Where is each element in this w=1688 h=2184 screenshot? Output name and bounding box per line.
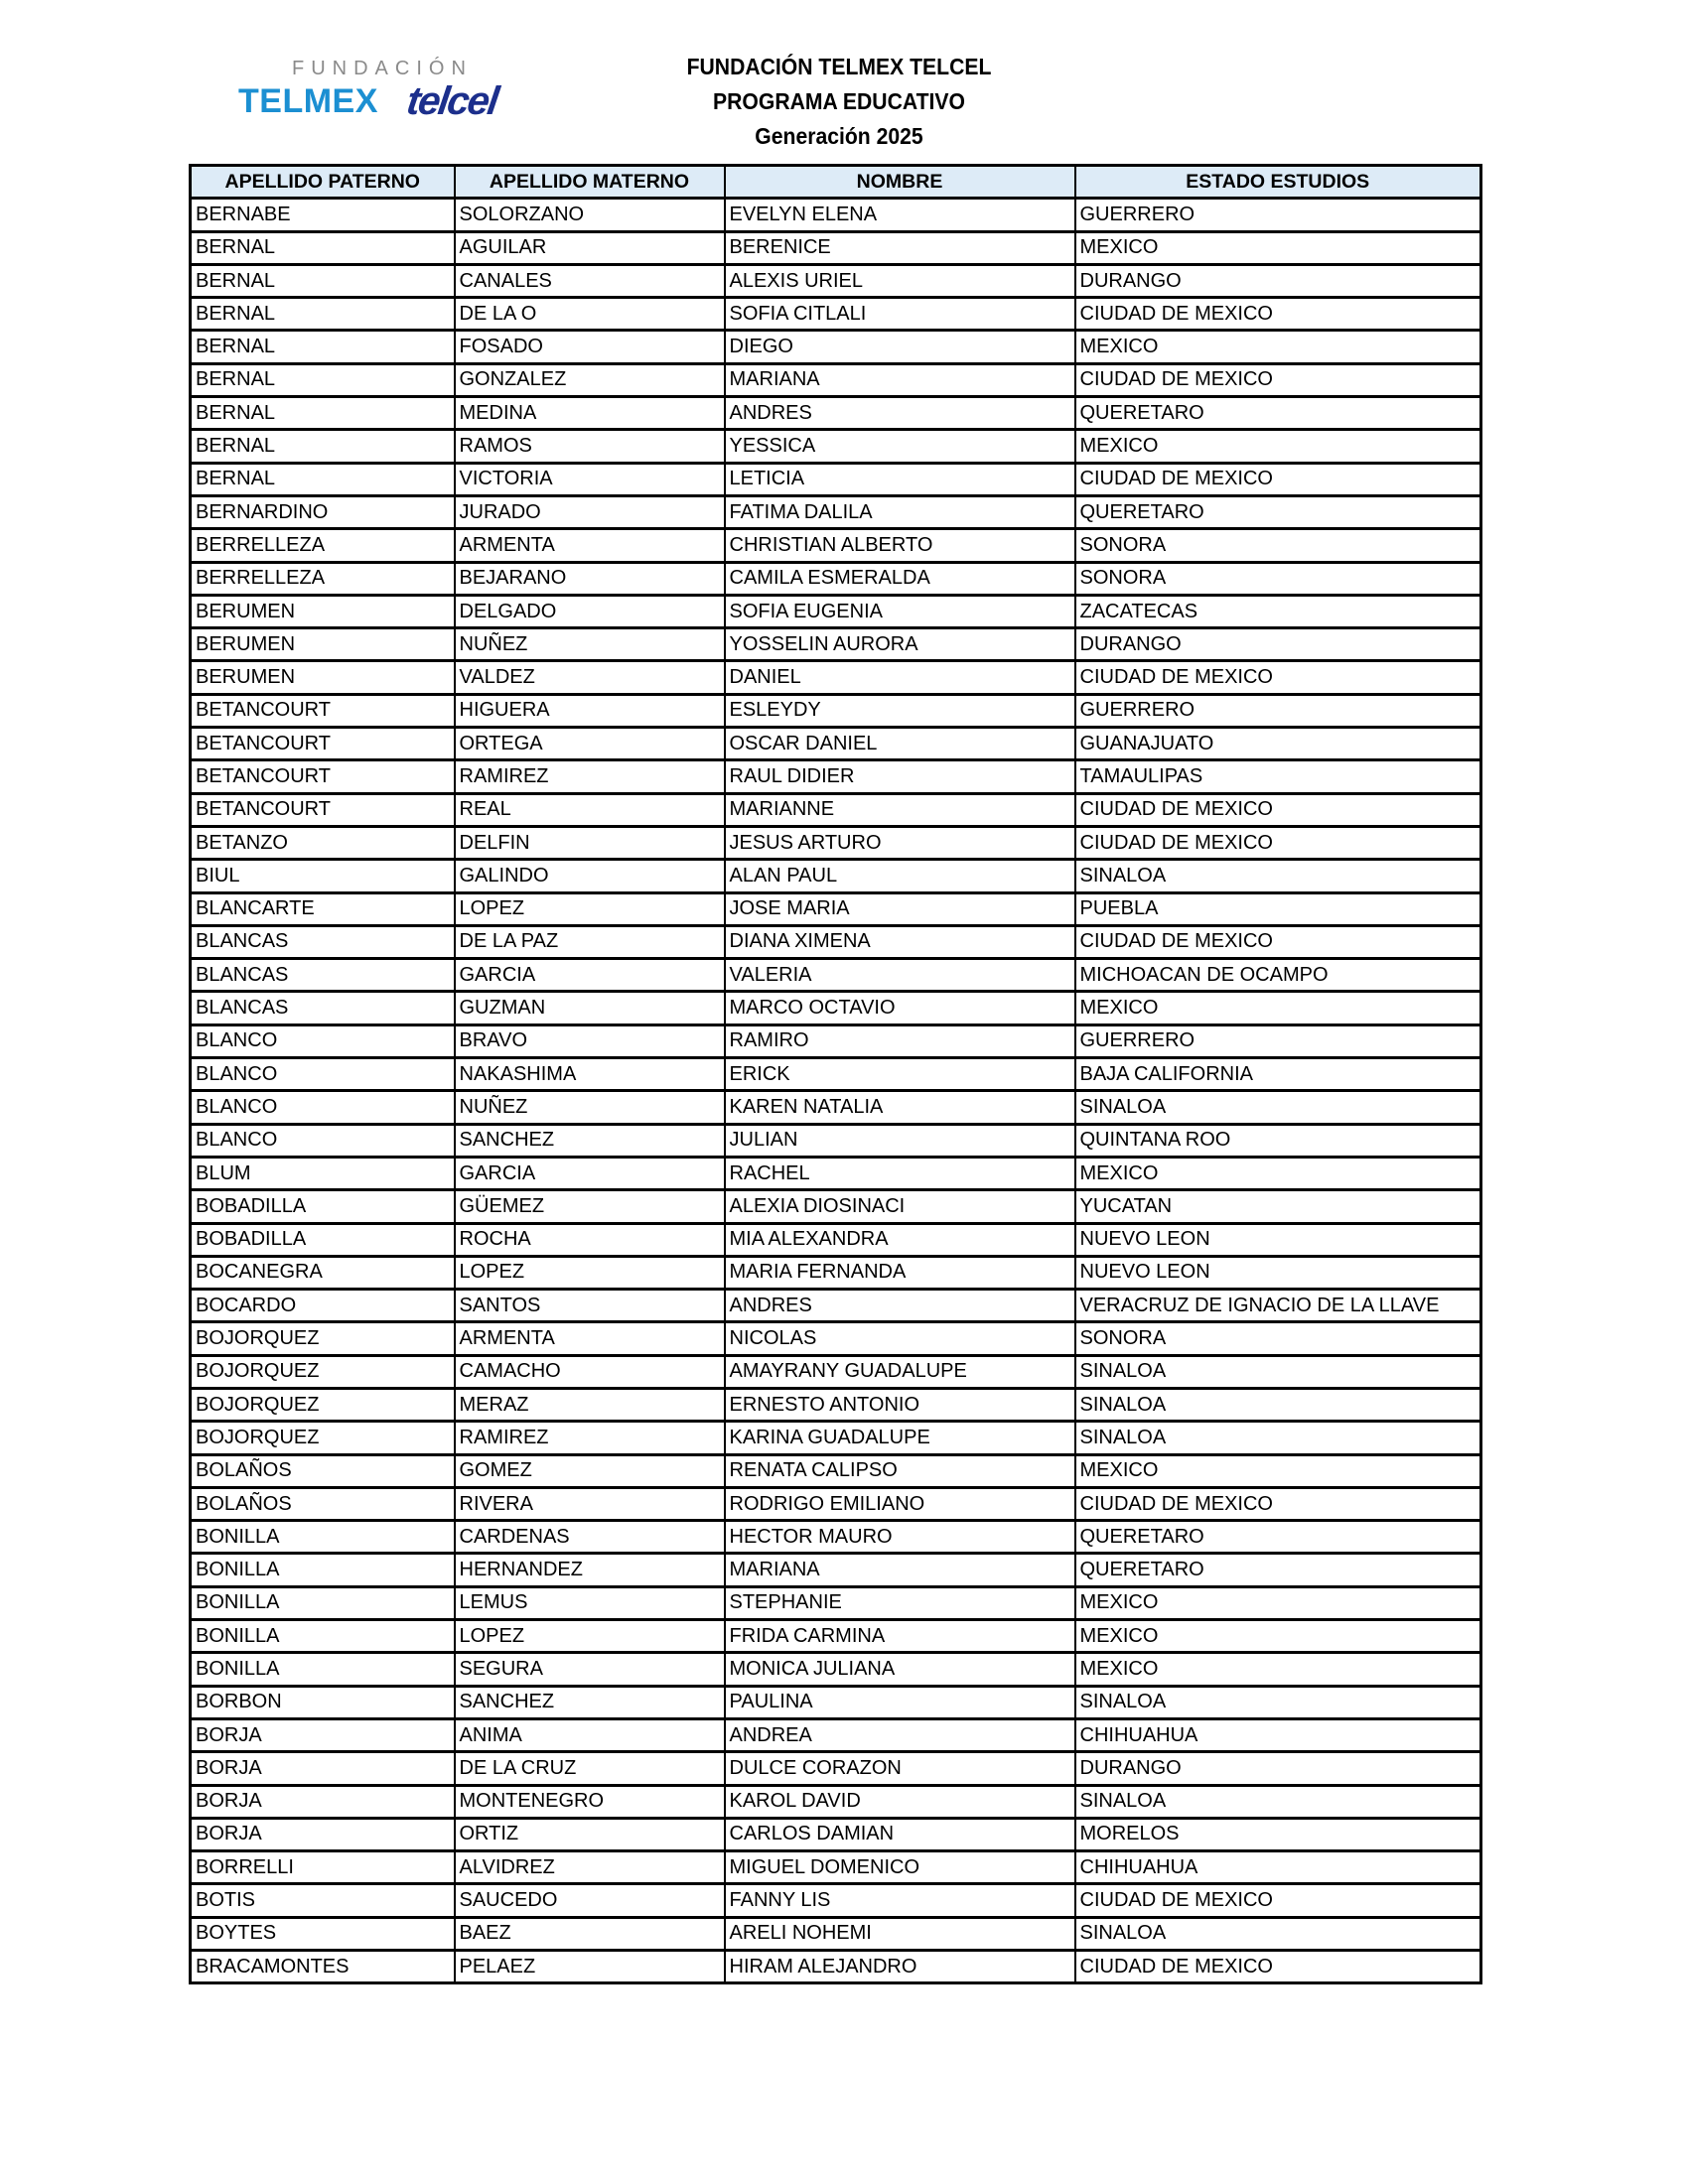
- cell-nombre: MIGUEL DOMENICO: [725, 1851, 1075, 1884]
- cell-apellido-paterno: BERUMEN: [191, 595, 455, 627]
- cell-apellido-materno: DELFIN: [455, 826, 725, 859]
- cell-apellido-paterno: BOJORQUEZ: [191, 1322, 455, 1355]
- students-table: [189, 164, 1482, 1984]
- cell-nombre: DIANA XIMENA: [725, 925, 1075, 958]
- document-generation: Generación 2025: [755, 123, 923, 149]
- cell-apellido-materno: ROCHA: [455, 1223, 725, 1256]
- cell-nombre: FRIDA CARMINA: [725, 1620, 1075, 1653]
- cell-apellido-materno: SAUCEDO: [455, 1884, 725, 1917]
- cell-apellido-paterno: BERRELLEZA: [191, 529, 455, 562]
- cell-estado-estudios: GUANAJUATO: [1075, 728, 1481, 760]
- cell-estado-estudios: QUINTANA ROO: [1075, 1124, 1481, 1157]
- cell-nombre: RENATA CALIPSO: [725, 1454, 1075, 1487]
- cell-nombre: JESUS ARTURO: [725, 826, 1075, 859]
- table-row: [191, 1851, 1481, 1884]
- cell-estado-estudios: DURANGO: [1075, 264, 1481, 297]
- cell-apellido-materno: DE LA CRUZ: [455, 1752, 725, 1785]
- cell-estado-estudios: SINALOA: [1075, 1091, 1481, 1124]
- cell-estado-estudios: NUEVO LEON: [1075, 1256, 1481, 1289]
- cell-estado-estudios: QUERETARO: [1075, 397, 1481, 430]
- cell-apellido-paterno: BONILLA: [191, 1554, 455, 1586]
- cell-apellido-paterno: BERNAL: [191, 463, 455, 495]
- cell-apellido-materno: VICTORIA: [455, 463, 725, 495]
- cell-nombre: MARCO OCTAVIO: [725, 992, 1075, 1024]
- cell-apellido-materno: GONZALEZ: [455, 363, 725, 396]
- cell-apellido-paterno: BORBON: [191, 1686, 455, 1718]
- table-row: [191, 992, 1481, 1024]
- cell-estado-estudios: MEXICO: [1075, 430, 1481, 463]
- column-header-apellido-materno: APELLIDO MATERNO: [455, 166, 725, 199]
- cell-apellido-paterno: BONILLA: [191, 1586, 455, 1619]
- cell-estado-estudios: DURANGO: [1075, 1752, 1481, 1785]
- table-header-row: [191, 166, 1481, 199]
- cell-estado-estudios: QUERETARO: [1075, 495, 1481, 528]
- logo-fundacion-text: FUNDACIÓN: [292, 58, 473, 79]
- cell-estado-estudios: CIUDAD DE MEXICO: [1075, 463, 1481, 495]
- cell-nombre: KAREN NATALIA: [725, 1091, 1075, 1124]
- cell-apellido-materno: GÜEMEZ: [455, 1190, 725, 1223]
- cell-estado-estudios: MORELOS: [1075, 1818, 1481, 1850]
- cell-apellido-paterno: BORJA: [191, 1718, 455, 1751]
- cell-estado-estudios: SINALOA: [1075, 860, 1481, 892]
- table-row: [191, 1322, 1481, 1355]
- table-row: [191, 1190, 1481, 1223]
- table-row: [191, 925, 1481, 958]
- cell-nombre: ANDREA: [725, 1718, 1075, 1751]
- cell-nombre: ARELI NOHEMI: [725, 1917, 1075, 1950]
- table-row: [191, 694, 1481, 727]
- cell-apellido-paterno: BERNAL: [191, 231, 455, 264]
- cell-apellido-paterno: BORJA: [191, 1818, 455, 1850]
- cell-apellido-materno: MEDINA: [455, 397, 725, 430]
- cell-apellido-paterno: BERNAL: [191, 264, 455, 297]
- cell-nombre: CHRISTIAN ALBERTO: [725, 529, 1075, 562]
- table-row: [191, 1487, 1481, 1520]
- cell-nombre: PAULINA: [725, 1686, 1075, 1718]
- cell-estado-estudios: GUERRERO: [1075, 694, 1481, 727]
- cell-apellido-materno: CANALES: [455, 264, 725, 297]
- cell-estado-estudios: BAJA CALIFORNIA: [1075, 1058, 1481, 1091]
- cell-apellido-paterno: BOLAÑOS: [191, 1487, 455, 1520]
- cell-estado-estudios: CIUDAD DE MEXICO: [1075, 363, 1481, 396]
- cell-nombre: ALEXIS URIEL: [725, 264, 1075, 297]
- cell-apellido-materno: NAKASHIMA: [455, 1058, 725, 1091]
- cell-apellido-paterno: BERUMEN: [191, 628, 455, 661]
- table-row: [191, 495, 1481, 528]
- cell-estado-estudios: SINALOA: [1075, 1785, 1481, 1818]
- table-row: [191, 1521, 1481, 1554]
- cell-apellido-materno: SANCHEZ: [455, 1686, 725, 1718]
- table-row: [191, 562, 1481, 595]
- table-row: [191, 231, 1481, 264]
- cell-estado-estudios: SINALOA: [1075, 1686, 1481, 1718]
- table-row: [191, 1091, 1481, 1124]
- cell-apellido-materno: RIVERA: [455, 1487, 725, 1520]
- cell-apellido-materno: ORTEGA: [455, 728, 725, 760]
- cell-nombre: ANDRES: [725, 1290, 1075, 1322]
- table-row: [191, 397, 1481, 430]
- cell-estado-estudios: CIUDAD DE MEXICO: [1075, 1951, 1481, 1983]
- logo-telcel-text: telcel: [403, 79, 500, 123]
- cell-apellido-materno: HIGUERA: [455, 694, 725, 727]
- cell-estado-estudios: CIUDAD DE MEXICO: [1075, 298, 1481, 331]
- cell-apellido-paterno: BOYTES: [191, 1917, 455, 1950]
- cell-nombre: STEPHANIE: [725, 1586, 1075, 1619]
- cell-estado-estudios: CIUDAD DE MEXICO: [1075, 925, 1481, 958]
- cell-estado-estudios: CIUDAD DE MEXICO: [1075, 661, 1481, 694]
- table-row: [191, 1620, 1481, 1653]
- cell-apellido-materno: DE LA PAZ: [455, 925, 725, 958]
- cell-estado-estudios: MICHOACAN DE OCAMPO: [1075, 959, 1481, 992]
- cell-estado-estudios: MEXICO: [1075, 231, 1481, 264]
- cell-estado-estudios: SINALOA: [1075, 1422, 1481, 1454]
- table-row: [191, 1686, 1481, 1718]
- cell-nombre: ANDRES: [725, 397, 1075, 430]
- cell-apellido-paterno: BLANCO: [191, 1124, 455, 1157]
- cell-nombre: KARINA GUADALUPE: [725, 1422, 1075, 1454]
- cell-apellido-paterno: BETANCOURT: [191, 760, 455, 793]
- cell-apellido-paterno: BLANCAS: [191, 992, 455, 1024]
- cell-apellido-materno: HERNANDEZ: [455, 1554, 725, 1586]
- cell-apellido-materno: JURADO: [455, 495, 725, 528]
- cell-apellido-paterno: BERNAL: [191, 430, 455, 463]
- cell-apellido-paterno: BOCANEGRA: [191, 1256, 455, 1289]
- cell-apellido-paterno: BOLAÑOS: [191, 1454, 455, 1487]
- cell-nombre: JOSE MARIA: [725, 892, 1075, 925]
- cell-apellido-materno: BAEZ: [455, 1917, 725, 1950]
- cell-nombre: DIEGO: [725, 331, 1075, 363]
- cell-apellido-materno: DE LA O: [455, 298, 725, 331]
- cell-estado-estudios: VERACRUZ DE IGNACIO DE LA LLAVE: [1075, 1290, 1481, 1322]
- cell-apellido-paterno: BERNAL: [191, 298, 455, 331]
- cell-nombre: MARIANA: [725, 1554, 1075, 1586]
- table-row: [191, 1586, 1481, 1619]
- cell-apellido-materno: LOPEZ: [455, 1620, 725, 1653]
- cell-apellido-paterno: BOTIS: [191, 1884, 455, 1917]
- cell-apellido-paterno: BLANCO: [191, 1091, 455, 1124]
- cell-estado-estudios: MEXICO: [1075, 331, 1481, 363]
- cell-apellido-paterno: BOJORQUEZ: [191, 1388, 455, 1421]
- table-row: [191, 199, 1481, 231]
- cell-nombre: OSCAR DANIEL: [725, 728, 1075, 760]
- cell-estado-estudios: ZACATECAS: [1075, 595, 1481, 627]
- cell-nombre: MONICA JULIANA: [725, 1653, 1075, 1686]
- table-row: [191, 264, 1481, 297]
- cell-estado-estudios: SINALOA: [1075, 1388, 1481, 1421]
- cell-apellido-paterno: BONILLA: [191, 1521, 455, 1554]
- cell-apellido-materno: REAL: [455, 793, 725, 826]
- cell-nombre: EVELYN ELENA: [725, 199, 1075, 231]
- cell-nombre: ERNESTO ANTONIO: [725, 1388, 1075, 1421]
- cell-apellido-paterno: BERUMEN: [191, 661, 455, 694]
- fundacion-telmex-telcel-logo: [236, 58, 544, 127]
- cell-nombre: KAROL DAVID: [725, 1785, 1075, 1818]
- cell-estado-estudios: CHIHUAHUA: [1075, 1718, 1481, 1751]
- cell-estado-estudios: NUEVO LEON: [1075, 1223, 1481, 1256]
- cell-apellido-materno: RAMIREZ: [455, 760, 725, 793]
- cell-apellido-paterno: BORJA: [191, 1785, 455, 1818]
- cell-apellido-materno: LOPEZ: [455, 892, 725, 925]
- logo-telmex-text: TELMEX: [238, 82, 378, 120]
- table-row: [191, 1718, 1481, 1751]
- cell-apellido-paterno: BETANCOURT: [191, 694, 455, 727]
- cell-apellido-paterno: BERNAL: [191, 397, 455, 430]
- cell-estado-estudios: QUERETARO: [1075, 1554, 1481, 1586]
- cell-nombre: ERICK: [725, 1058, 1075, 1091]
- table-row: [191, 1951, 1481, 1983]
- table-row: [191, 430, 1481, 463]
- document-header: [556, 50, 1122, 154]
- cell-apellido-materno: SANTOS: [455, 1290, 725, 1322]
- cell-apellido-materno: FOSADO: [455, 331, 725, 363]
- cell-apellido-paterno: BORJA: [191, 1752, 455, 1785]
- cell-nombre: RAUL DIDIER: [725, 760, 1075, 793]
- cell-apellido-paterno: BLUM: [191, 1157, 455, 1189]
- cell-nombre: MARIA FERNANDA: [725, 1256, 1075, 1289]
- cell-apellido-materno: DELGADO: [455, 595, 725, 627]
- cell-apellido-materno: GARCIA: [455, 959, 725, 992]
- cell-nombre: YOSSELIN AURORA: [725, 628, 1075, 661]
- table-row: [191, 363, 1481, 396]
- cell-apellido-paterno: BLANCO: [191, 1024, 455, 1057]
- cell-nombre: HECTOR MAURO: [725, 1521, 1075, 1554]
- column-header-estado-estudios: ESTADO ESTUDIOS: [1075, 166, 1481, 199]
- cell-apellido-materno: MERAZ: [455, 1388, 725, 1421]
- table-row: [191, 1124, 1481, 1157]
- table-row: [191, 1058, 1481, 1091]
- cell-apellido-paterno: BLANCO: [191, 1058, 455, 1091]
- cell-nombre: MARIANA: [725, 363, 1075, 396]
- cell-apellido-materno: GALINDO: [455, 860, 725, 892]
- table-row: [191, 826, 1481, 859]
- cell-apellido-materno: LOPEZ: [455, 1256, 725, 1289]
- cell-nombre: VALERIA: [725, 959, 1075, 992]
- table-row: [191, 892, 1481, 925]
- cell-nombre: SOFIA EUGENIA: [725, 595, 1075, 627]
- table-row: [191, 1554, 1481, 1586]
- cell-apellido-paterno: BOBADILLA: [191, 1190, 455, 1223]
- cell-apellido-paterno: BLANCAS: [191, 925, 455, 958]
- table-row: [191, 1290, 1481, 1322]
- cell-estado-estudios: CIUDAD DE MEXICO: [1075, 1884, 1481, 1917]
- table-row: [191, 1785, 1481, 1818]
- cell-estado-estudios: SINALOA: [1075, 1355, 1481, 1388]
- cell-nombre: AMAYRANY GUADALUPE: [725, 1355, 1075, 1388]
- cell-estado-estudios: SONORA: [1075, 529, 1481, 562]
- table-row: [191, 331, 1481, 363]
- table-row: [191, 463, 1481, 495]
- table-row: [191, 1388, 1481, 1421]
- cell-apellido-materno: GUZMAN: [455, 992, 725, 1024]
- column-header-apellido-paterno: APELLIDO PATERNO: [191, 166, 455, 199]
- cell-nombre: JULIAN: [725, 1124, 1075, 1157]
- cell-estado-estudios: PUEBLA: [1075, 892, 1481, 925]
- cell-apellido-materno: PELAEZ: [455, 1951, 725, 1983]
- document-subtitle: PROGRAMA EDUCATIVO: [713, 88, 965, 114]
- table-row: [191, 628, 1481, 661]
- cell-nombre: NICOLAS: [725, 1322, 1075, 1355]
- cell-apellido-materno: RAMIREZ: [455, 1422, 725, 1454]
- cell-apellido-materno: NUÑEZ: [455, 628, 725, 661]
- cell-nombre: BERENICE: [725, 231, 1075, 264]
- cell-nombre: CAMILA ESMERALDA: [725, 562, 1075, 595]
- cell-nombre: RAMIRO: [725, 1024, 1075, 1057]
- cell-nombre: ALAN PAUL: [725, 860, 1075, 892]
- cell-apellido-materno: SEGURA: [455, 1653, 725, 1686]
- cell-apellido-materno: SANCHEZ: [455, 1124, 725, 1157]
- cell-estado-estudios: GUERRERO: [1075, 199, 1481, 231]
- table-row: [191, 959, 1481, 992]
- table-row: [191, 661, 1481, 694]
- cell-apellido-paterno: BERNABE: [191, 199, 455, 231]
- cell-nombre: ESLEYDY: [725, 694, 1075, 727]
- cell-estado-estudios: MEXICO: [1075, 1157, 1481, 1189]
- cell-nombre: CARLOS DAMIAN: [725, 1818, 1075, 1850]
- table-row: [191, 1653, 1481, 1686]
- cell-estado-estudios: YUCATAN: [1075, 1190, 1481, 1223]
- table-body: [191, 199, 1481, 1983]
- cell-apellido-paterno: BERNAL: [191, 331, 455, 363]
- cell-apellido-materno: AGUILAR: [455, 231, 725, 264]
- cell-nombre: FANNY LIS: [725, 1884, 1075, 1917]
- table-row: [191, 595, 1481, 627]
- cell-nombre: ALEXIA DIOSINACI: [725, 1190, 1075, 1223]
- cell-apellido-paterno: BERNAL: [191, 363, 455, 396]
- table-row: [191, 760, 1481, 793]
- cell-estado-estudios: GUERRERO: [1075, 1024, 1481, 1057]
- cell-apellido-materno: ANIMA: [455, 1718, 725, 1751]
- table-row: [191, 1752, 1481, 1785]
- cell-apellido-materno: ARMENTA: [455, 529, 725, 562]
- table-row: [191, 1454, 1481, 1487]
- table-row: [191, 298, 1481, 331]
- cell-apellido-materno: LEMUS: [455, 1586, 725, 1619]
- cell-apellido-materno: SOLORZANO: [455, 199, 725, 231]
- cell-nombre: HIRAM ALEJANDRO: [725, 1951, 1075, 1983]
- cell-apellido-materno: GARCIA: [455, 1157, 725, 1189]
- cell-apellido-materno: RAMOS: [455, 430, 725, 463]
- column-header-nombre: NOMBRE: [725, 166, 1075, 199]
- cell-apellido-materno: CARDENAS: [455, 1521, 725, 1554]
- cell-apellido-materno: MONTENEGRO: [455, 1785, 725, 1818]
- table-row: [191, 1157, 1481, 1189]
- cell-nombre: DULCE CORAZON: [725, 1752, 1075, 1785]
- cell-estado-estudios: SINALOA: [1075, 1917, 1481, 1950]
- table-row: [191, 1355, 1481, 1388]
- cell-apellido-materno: NUÑEZ: [455, 1091, 725, 1124]
- cell-nombre: MARIANNE: [725, 793, 1075, 826]
- cell-estado-estudios: DURANGO: [1075, 628, 1481, 661]
- table-row: [191, 1256, 1481, 1289]
- cell-estado-estudios: MEXICO: [1075, 992, 1481, 1024]
- cell-estado-estudios: CIUDAD DE MEXICO: [1075, 826, 1481, 859]
- cell-nombre: SOFIA CITLALI: [725, 298, 1075, 331]
- cell-apellido-materno: BEJARANO: [455, 562, 725, 595]
- cell-apellido-paterno: BOBADILLA: [191, 1223, 455, 1256]
- table-row: [191, 860, 1481, 892]
- table-row: [191, 793, 1481, 826]
- cell-apellido-materno: GOMEZ: [455, 1454, 725, 1487]
- cell-apellido-materno: CAMACHO: [455, 1355, 725, 1388]
- cell-apellido-materno: ORTIZ: [455, 1818, 725, 1850]
- cell-estado-estudios: SONORA: [1075, 1322, 1481, 1355]
- table-row: [191, 1422, 1481, 1454]
- cell-nombre: RODRIGO EMILIANO: [725, 1487, 1075, 1520]
- table-row: [191, 1917, 1481, 1950]
- cell-nombre: RACHEL: [725, 1157, 1075, 1189]
- cell-apellido-paterno: BLANCAS: [191, 959, 455, 992]
- cell-nombre: DANIEL: [725, 661, 1075, 694]
- cell-estado-estudios: CIUDAD DE MEXICO: [1075, 1487, 1481, 1520]
- cell-estado-estudios: CHIHUAHUA: [1075, 1851, 1481, 1884]
- document-title: FUNDACIÓN TELMEX TELCEL: [686, 54, 992, 79]
- cell-apellido-paterno: BONILLA: [191, 1653, 455, 1686]
- cell-nombre: YESSICA: [725, 430, 1075, 463]
- cell-estado-estudios: MEXICO: [1075, 1586, 1481, 1619]
- cell-apellido-materno: BRAVO: [455, 1024, 725, 1057]
- cell-estado-estudios: CIUDAD DE MEXICO: [1075, 793, 1481, 826]
- cell-apellido-paterno: BLANCARTE: [191, 892, 455, 925]
- table-row: [191, 1223, 1481, 1256]
- cell-apellido-paterno: BOJORQUEZ: [191, 1355, 455, 1388]
- cell-apellido-paterno: BETANZO: [191, 826, 455, 859]
- cell-apellido-paterno: BRACAMONTES: [191, 1951, 455, 1983]
- cell-apellido-paterno: BETANCOURT: [191, 728, 455, 760]
- cell-apellido-materno: VALDEZ: [455, 661, 725, 694]
- cell-apellido-paterno: BORRELLI: [191, 1851, 455, 1884]
- table-row: [191, 529, 1481, 562]
- cell-apellido-paterno: BETANCOURT: [191, 793, 455, 826]
- cell-nombre: MIA ALEXANDRA: [725, 1223, 1075, 1256]
- cell-estado-estudios: SONORA: [1075, 562, 1481, 595]
- cell-nombre: LETICIA: [725, 463, 1075, 495]
- cell-estado-estudios: TAMAULIPAS: [1075, 760, 1481, 793]
- cell-apellido-paterno: BERRELLEZA: [191, 562, 455, 595]
- cell-apellido-paterno: BONILLA: [191, 1620, 455, 1653]
- cell-apellido-paterno: BIUL: [191, 860, 455, 892]
- cell-apellido-materno: ARMENTA: [455, 1322, 725, 1355]
- cell-nombre: FATIMA DALILA: [725, 495, 1075, 528]
- cell-apellido-paterno: BERNARDINO: [191, 495, 455, 528]
- table-row: [191, 1024, 1481, 1057]
- cell-apellido-materno: ALVIDREZ: [455, 1851, 725, 1884]
- cell-estado-estudios: QUERETARO: [1075, 1521, 1481, 1554]
- cell-estado-estudios: MEXICO: [1075, 1653, 1481, 1686]
- table-row: [191, 728, 1481, 760]
- cell-estado-estudios: MEXICO: [1075, 1454, 1481, 1487]
- table-row: [191, 1884, 1481, 1917]
- table-row: [191, 1818, 1481, 1850]
- cell-estado-estudios: MEXICO: [1075, 1620, 1481, 1653]
- cell-apellido-paterno: BOJORQUEZ: [191, 1422, 455, 1454]
- cell-apellido-paterno: BOCARDO: [191, 1290, 455, 1322]
